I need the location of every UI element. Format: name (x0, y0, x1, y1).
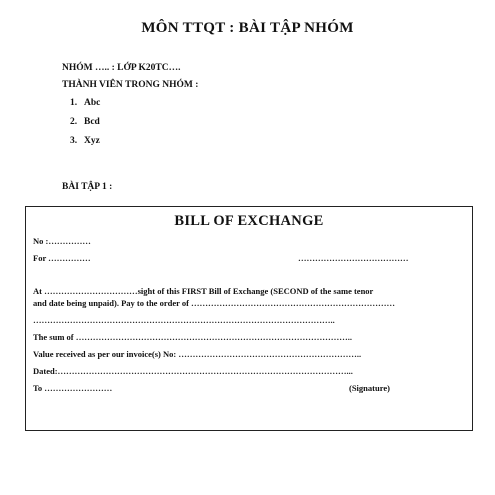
bill-amount-line: ………………………………… (298, 253, 409, 263)
bill-at-line: At ……………………………sight of this FIRST Bill of Exchange (SECOND of the same tenor (33, 286, 374, 296)
bill-signature-label: (Signature) (349, 383, 390, 393)
member-number: 1. (70, 98, 78, 108)
list-item (70, 116, 100, 135)
exercise-label: BÀI TẬP 1 : (62, 182, 113, 192)
group-line: NHÓM ….. : LỚP K20TC…. (62, 63, 181, 73)
member-name: Xyz (84, 136, 100, 146)
bill-sum-line: The sum of …………………………………………………………………………………….. (33, 332, 352, 342)
list-item (70, 135, 100, 154)
bill-no-line: No :…………… (33, 236, 91, 246)
bill-value-line: Value received as per our invoice(s) No: ……………………………………………………….. (33, 349, 362, 359)
document-title: MÔN TTQT : BÀI TẬP NHÓM (141, 20, 354, 36)
bill-title: BILL OF EXCHANGE (174, 213, 324, 229)
list-item (70, 97, 100, 116)
members-list (70, 97, 100, 154)
member-name: Bcd (84, 117, 100, 127)
bill-for-line: For …………… (33, 253, 91, 263)
bill-dotted-line: …………………………………………………………………………………………….. (33, 315, 335, 325)
bill-of-exchange-box (25, 206, 473, 431)
member-number: 2. (70, 117, 78, 127)
members-heading: THÀNH VIÊN TRONG NHÓM : (62, 80, 199, 90)
bill-order-line: and date being unpaid). Pay to the order of ……………………………………………………………… (33, 298, 396, 308)
bill-to-line: To …………………… (33, 383, 113, 393)
member-name: Abc (84, 98, 101, 108)
bill-dated-line: Dated:…………………………………………………………………………………………... (33, 366, 353, 376)
member-number: 3. (70, 136, 78, 146)
